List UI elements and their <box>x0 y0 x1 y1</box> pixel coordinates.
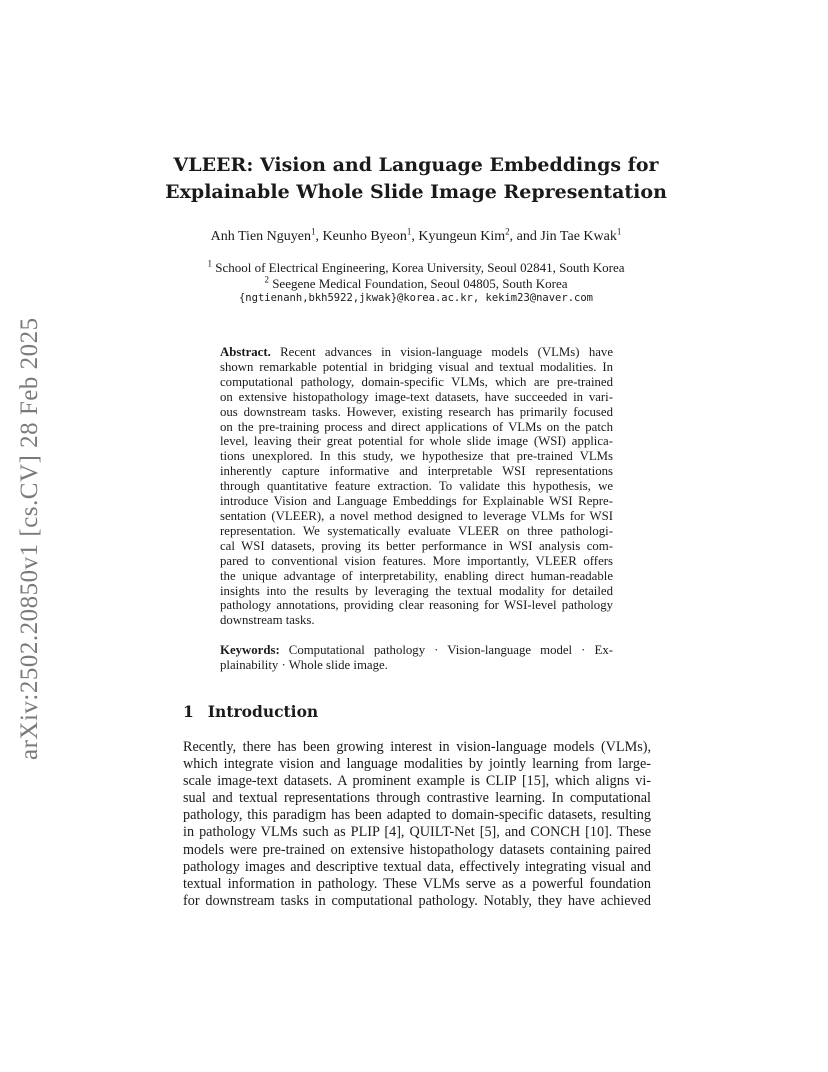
keywords-text: Computational pathology · Vision-language model · Ex- <box>279 643 613 657</box>
abstract-line: inherently capture informative and interpretable WSI representations <box>220 464 613 479</box>
body-line: in pathology VLMs such as PLIP [4], QUILT-Net [5], and CONCH [10]. These <box>183 824 651 841</box>
body-line: for downstream tasks in computational pathology. Notably, they have achieved <box>183 892 651 909</box>
abstract <box>220 345 613 628</box>
affiliation-text: School of Electrical Engineering, Korea University, Seoul 02841, South Korea <box>211 260 625 275</box>
abstract-line: downstream tasks. <box>220 613 315 628</box>
affiliation-1 <box>150 260 682 276</box>
author-list <box>150 226 682 245</box>
abstract-line: shown remarkable potential in bridging visual and textual modalities. In <box>220 359 613 374</box>
body-line: scale image-text datasets. A prominent example is CLIP [15], which aligns vi- <box>183 773 651 790</box>
abstract-line: cal WSI datasets, proving its better performance in WSI analysis com- <box>220 538 613 553</box>
abstract-line: representation. We systematically evaluate VLEER on three pathologi- <box>220 523 613 538</box>
body-line: textual information in pathology. These VLMs serve as a powerful foundation <box>183 875 651 892</box>
section-heading <box>183 702 318 721</box>
author-name: , Kyungeun Kim <box>411 229 506 244</box>
body-paragraph <box>183 739 651 910</box>
body-line: models were pre-trained on extensive histopathology datasets containing paired <box>183 841 651 858</box>
abstract-line: Recent advances in vision-language models (VLMs) have <box>270 345 613 359</box>
keywords-label: Keywords: <box>220 643 280 657</box>
keywords-text: plainability · Whole slide image. <box>220 658 388 672</box>
affiliation-text: Seegene Medical Foundation, Seoul 04805, South Korea <box>268 276 568 291</box>
paper-title <box>150 152 682 206</box>
title-line-1: VLEER: Vision and Language Embeddings for <box>173 154 659 176</box>
affiliation-marker: 1 <box>311 226 316 237</box>
author-name: , Keunho Byeon <box>315 229 407 244</box>
abstract-line: on the pre-training process and direct applications of VLMs on the patch <box>220 419 613 434</box>
body-line: pathology, this paradigm has been adapted to domain-specific datasets, resulting <box>183 807 651 824</box>
abstract-line: insights into the results by leveraging the textual modality for detailed <box>220 583 613 598</box>
affiliation-marker: 1 <box>406 226 412 237</box>
abstract-line: tions unexplored. In this study, we hypothesize that pre-trained VLMs <box>220 449 613 464</box>
body-line: Recently, there has been growing interest in vision-language models (VLMs), <box>183 739 651 755</box>
affiliation-marker: 1 <box>616 226 622 237</box>
abstract-line: through quantitative feature extraction. To validate this hypothesis, we <box>220 479 613 494</box>
author-name: Anh Tien Nguyen <box>210 229 311 244</box>
body-line: pathology images and descriptive textual data, effectively integrating visual and <box>183 858 651 875</box>
abstract-line: introduce Vision and Language Embeddings for Explainable WSI Repre- <box>220 494 613 509</box>
abstract-line: the unique advantage of interpretability, enabling direct human-readable <box>220 568 613 583</box>
arxiv-identifier: arXiv:2502.20850v1 [cs.CV] 28 Feb 2025 <box>16 317 43 760</box>
affiliation-2 <box>150 276 682 292</box>
title-line-2: Explainable Whole Slide Image Representation <box>165 181 667 203</box>
abstract-line: pathology annotations, providing clear reasoning for WSI-level pathology <box>220 598 613 613</box>
author-emails: {ngtienanh,bkh5922,jkwak}@korea.ac.kr, kekim23@naver.com <box>238 292 593 304</box>
abstract-line: computational pathology, domain-specific VLMs, which are pre-trained <box>220 374 613 389</box>
abstract-line: on extensive histopathology image-text datasets, have succeeded in vari- <box>220 389 613 404</box>
abstract-line: pared to conventional vision features. More importantly, VLEER offers <box>220 553 613 568</box>
section-number: 1 <box>183 702 194 721</box>
keywords <box>220 643 613 673</box>
body-line: which integrate vision and language modalities by jointly learning from large- <box>183 756 651 773</box>
author-name: , and Jin Tae Kwak <box>509 229 617 244</box>
section-title: Introduction <box>207 702 319 721</box>
affiliation-marker: 1 <box>207 258 212 269</box>
affiliation-marker: 2 <box>505 226 510 237</box>
abstract-line: level, leaving their great potential for whole slide image (WSI) applica- <box>220 434 613 449</box>
affiliation-marker: 2 <box>264 274 269 285</box>
abstract-line: sentation (VLEER), a novel method designed to leverage VLMs for WSI <box>220 508 613 523</box>
abstract-label: Abstract. <box>220 345 271 359</box>
body-line: sual and textual representations through contrastive learning. In computational <box>183 790 651 807</box>
abstract-line: ous downstream tasks. However, existing research has primarily focused <box>220 404 613 419</box>
